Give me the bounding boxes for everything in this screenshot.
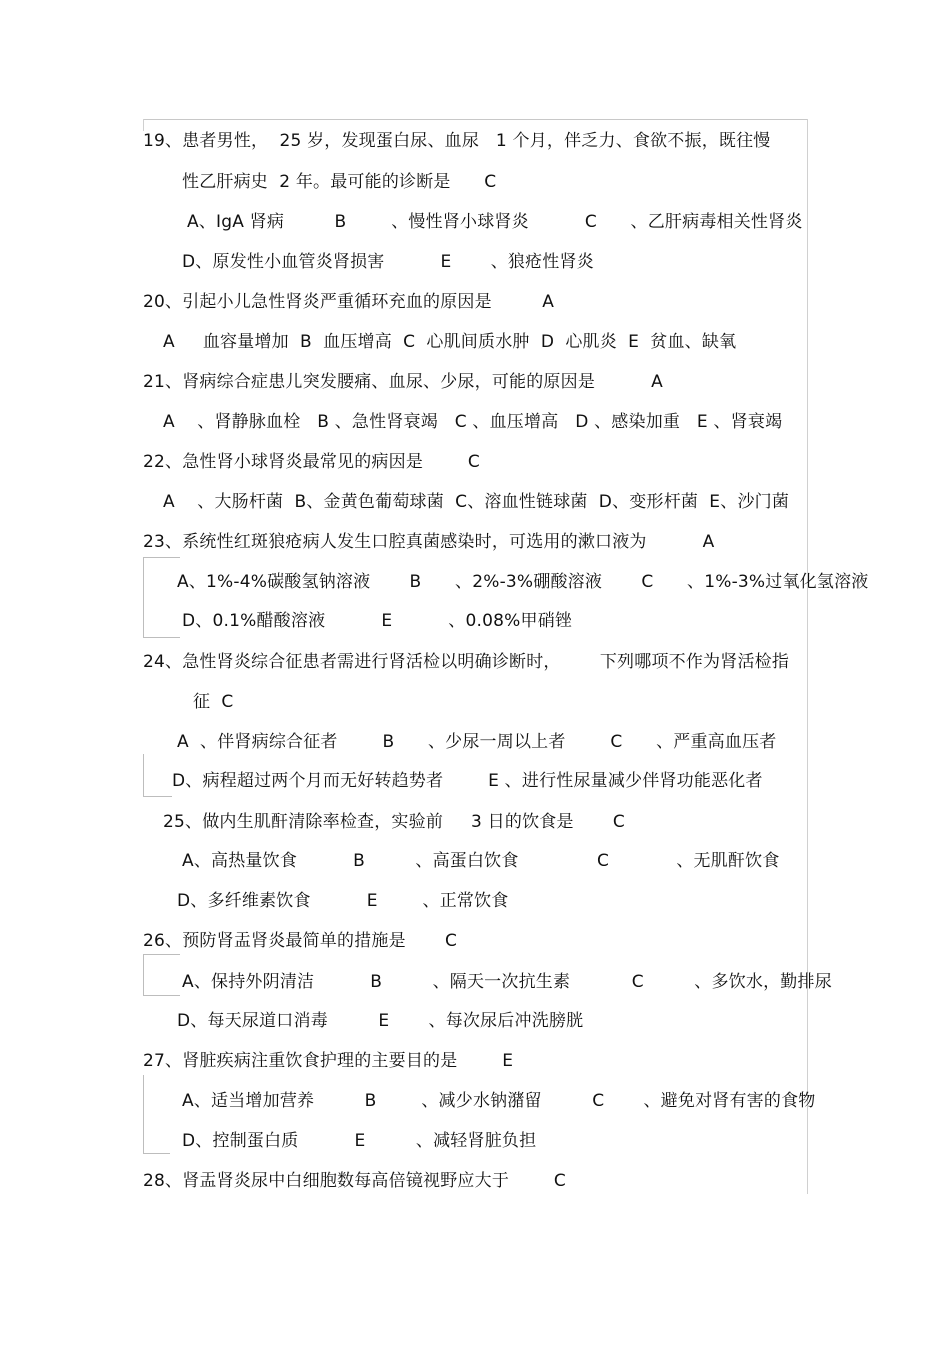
question-24-stem: 24、急性肾炎综合征患者需进行肾活检以明确诊断时， 下列哪项不作为肾活检指 [143,652,790,672]
question-24-stem-cont: 征 C [193,692,234,712]
question-19-stem-cont: 性乙肝病史 2 年。最可能的诊断是 C [182,172,497,192]
question-25-options-1: A、高热量饮食 B 、高蛋白饮食 C 、无肌酐饮食 [182,851,780,871]
question-23-options-1: A、1%-4%碳酸氢钠溶液 B 、2%-3%硼酸溶液 C 、1%-3%过氧化氢溶液 [177,572,869,592]
question-19-stem: 19、患者男性， 25 岁，发现蛋白尿、血尿 1 个月，伴乏力、食欲不振，既往慢 [143,131,771,151]
question-26-stem: 26、预防肾盂肾炎最简单的措施是 C [143,931,458,951]
bracket-24 [143,754,172,797]
question-22-options: A 、大肠杆菌 B、金黄色葡萄球菌 C、溶血性链球菌 D、变形杆菌 E、沙门菌 [163,492,790,512]
question-26-options-2: D、每天尿道口消毒 E 、每次尿后冲洗膀胱 [177,1011,584,1031]
question-22-stem: 22、急性肾小球肾炎最常见的病因是 C [143,452,480,472]
bracket-27 [143,1075,170,1154]
question-20-options: A 血容量增加 B 血压增高 C 心肌间质水肿 D 心肌炎 E 贫血、缺氧 [163,332,737,352]
question-24-options-2: D、病程超过两个月而无好转趋势者 E 、进行性尿量减少伴肾功能恶化者 [172,771,763,791]
question-20-stem: 20、引起小儿急性肾炎严重循环充血的原因是 A [143,292,555,312]
page-frame-top [143,119,808,120]
question-23-stem: 23、系统性红斑狼疮病人发生口腔真菌感染时，可选用的漱口液为 A [143,532,715,552]
question-23-options-2: D、0.1%醋酸溶液 E 、0.08%甲硝锉 [182,611,573,631]
question-21-stem: 21、肾病综合症患儿突发腰痛、血尿、少尿，可能的原因是 A [143,372,663,392]
question-25-stem: 25、做内生肌酐清除率检查，实验前 3 日的饮食是 C [163,812,625,832]
question-27-stem: 27、肾脏疾病注重饮食护理的主要目的是 E [143,1051,514,1071]
question-19-options-1: A、IgA 肾病 B 、慢性肾小球肾炎 C 、乙肝病毒相关性肾炎 [187,212,803,232]
question-27-options-2: D、控制蛋白质 E 、减轻肾脏负担 [182,1131,537,1151]
question-19-options-2: D、原发性小血管炎肾损害 E 、狼疮性肾炎 [182,252,594,272]
question-24-options-1: A 、伴肾病综合征者 B 、少尿一周以上者 C 、严重高血压者 [177,732,777,752]
question-25-options-2: D、多纤维素饮食 E 、正常饮食 [177,891,509,911]
question-28-stem: 28、肾盂肾炎尿中白细胞数每高倍镜视野应大于 C [143,1171,566,1191]
bracket-23 [143,557,180,638]
page-frame-right [807,119,808,1194]
question-21-options: A 、肾静脉血栓 B 、急性肾衰竭 C 、血压增高 D 、感染加重 E 、肾衰竭 [163,412,783,432]
question-26-options-1: A、保持外阴清洁 B 、隔天一次抗生素 C 、多饮水，勤排尿 [182,972,832,992]
question-27-options-1: A、适当增加营养 B 、减少水钠潴留 C 、避免对肾有害的食物 [182,1091,816,1111]
bracket-26 [143,954,180,996]
